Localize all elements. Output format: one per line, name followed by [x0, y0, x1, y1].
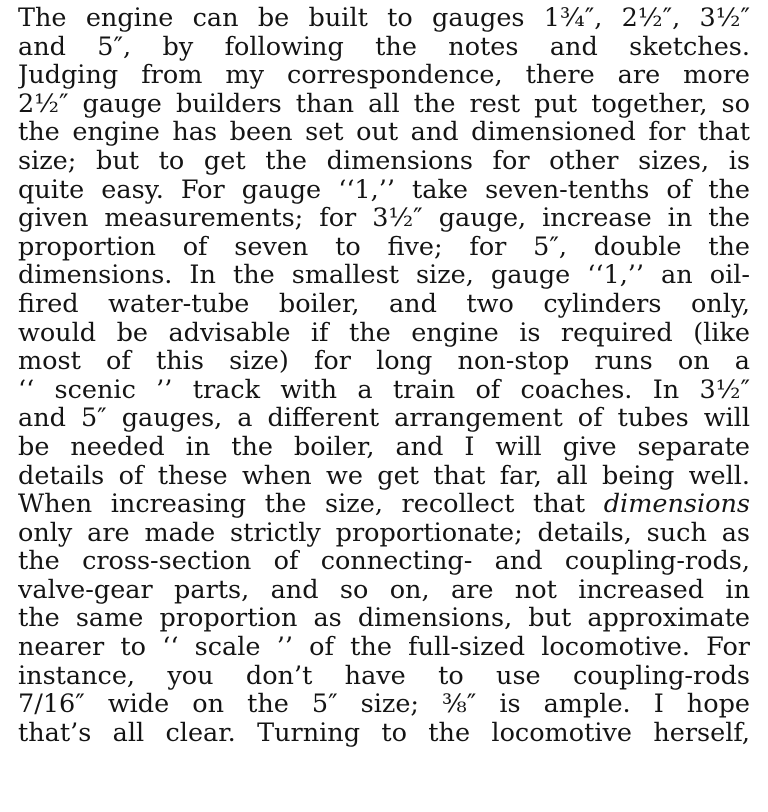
text-line-7: quite easy. For gauge ‘‘1,’’ take seven-tenths of the — [18, 175, 750, 205]
text-line-18 — [18, 490, 750, 519]
text-line-6: size; but to get the dimensions for other sizes, is — [18, 146, 750, 176]
text-line-24: instance, you don’t have to use coupling-rods — [18, 661, 750, 691]
text-line-14: ‘‘ scenic ’’ track with a train of coaches. In 3½″ — [18, 375, 750, 405]
text-line-2: and 5″, by following the notes and sketches. — [18, 32, 750, 62]
text-line-25: 7/16″ wide on the 5″ size; ⅜″ is ample. I hope — [18, 690, 750, 719]
text-line-12: would be advisable if the engine is required (like — [18, 318, 750, 348]
text-line-26: that’s all clear. Turning to the locomotive herself, — [18, 718, 750, 748]
text-line-3: Judging from my correspondence, there are more — [18, 61, 750, 90]
text-line-22: the same proportion as dimensions, but approximate — [18, 604, 750, 634]
text-line-9: proportion of seven to five; for 5″, double the — [18, 232, 750, 262]
text-line-19: only are made strictly proportionate; details, such as — [18, 518, 750, 548]
text-line-15: and 5″ gauges, a different arrangement of tubes will — [18, 404, 750, 433]
text-line-11: fired water-tube boiler, and two cylinders only, — [18, 289, 750, 319]
text-line-20: the cross-section of connecting- and coupling-rods, — [18, 547, 750, 576]
document-page — [18, 4, 750, 747]
text-line-8: given measurements; for 3½″ gauge, increase in the — [18, 204, 750, 233]
text-line-23: nearer to ‘‘ scale ’’ of the full-sized locomotive. For — [18, 633, 750, 662]
text-line-16: be needed in the boiler, and I will give separate — [18, 432, 750, 462]
text-line-1: The engine can be built to gauges 1¾″, 2½″, 3½″ — [18, 4, 750, 33]
text-line-5: the engine has been set out and dimensioned for that — [18, 118, 750, 147]
text-line-18-start: When increasing the size, recollect that — [18, 490, 586, 519]
text-line-4: 2½″ gauge builders than all the rest put together, so — [18, 89, 750, 119]
text-line-21: valve-gear parts, and so on, are not increased in — [18, 575, 750, 605]
text-line-13: most of this size) for long non-stop runs on a — [18, 347, 750, 376]
text-line-10: dimensions. In the smallest size, gauge ‘‘1,’’ an oil- — [18, 261, 750, 290]
italic-emphasis: dimensions — [603, 490, 750, 519]
text-line-17: details of these when we get that far, all being well. — [18, 461, 750, 491]
